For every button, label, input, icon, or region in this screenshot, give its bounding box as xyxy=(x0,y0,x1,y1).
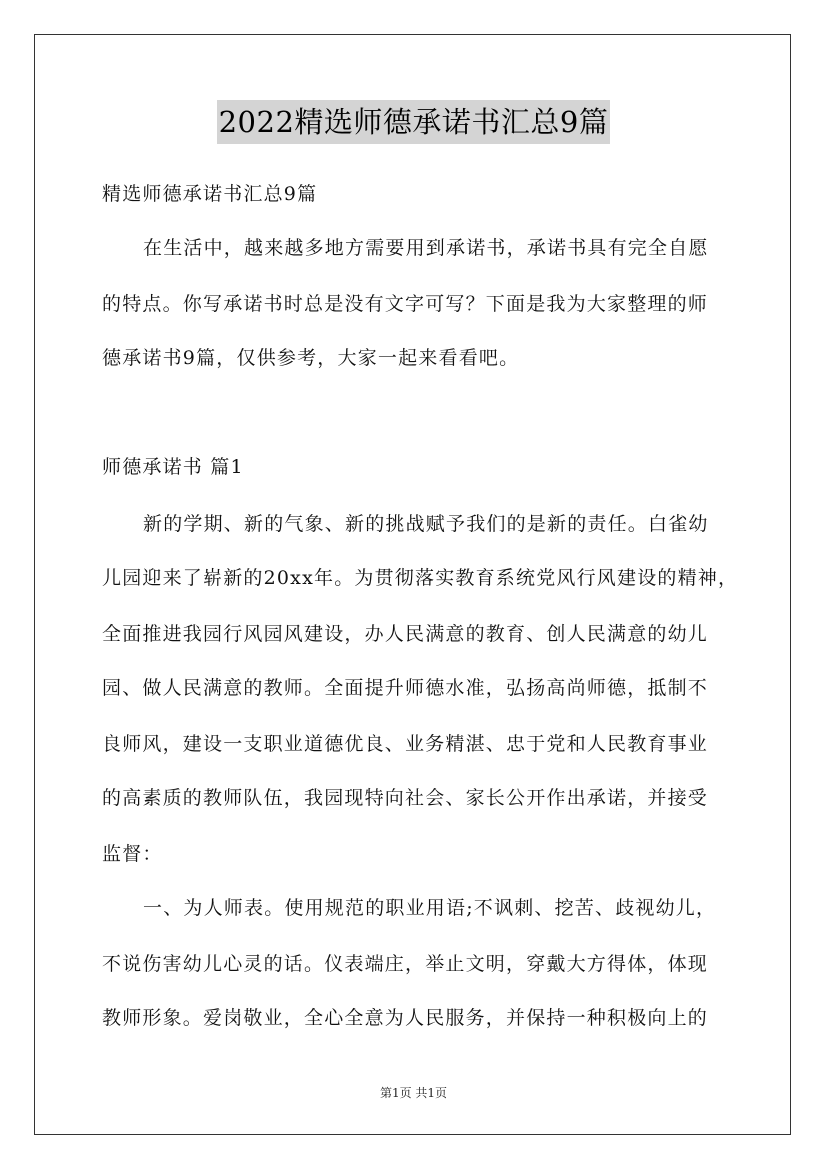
paragraph-line: 德承诺书9篇，仅供参考，大家一起来看看吧。 xyxy=(102,347,520,369)
document-title: 2022精选师德承诺书汇总9篇 xyxy=(217,100,611,144)
paragraph-line: 在生活中，越来越多地方需要用到承诺书，承诺书具有完全自愿 xyxy=(143,237,709,259)
paragraph-line: 良师风，建设一支职业道德优良、业务精湛、忠于党和人民教育事业 xyxy=(102,733,709,755)
paragraph-line: 一、为人师表。使用规范的职业用语;不讽刺、挖苦、歧视幼儿， xyxy=(143,897,717,919)
subtitle-line: 精选师德承诺书汇总9篇 xyxy=(102,183,318,205)
paragraph-line: 的特点。你写承诺书时总是没有文字可写？下面是我为大家整理的师 xyxy=(102,293,709,315)
title-container xyxy=(0,100,827,144)
page-footer: 第1页 共1页 xyxy=(379,1086,448,1100)
paragraph-line: 教师形象。爱岗敬业，全心全意为人民服务，并保持一种积极向上的 xyxy=(102,1007,709,1029)
paragraph-line: 不说伤害幼儿心灵的话。仪表端庄，举止文明，穿戴大方得体，体现 xyxy=(102,953,709,975)
paragraph-line: 的高素质的教师队伍，我园现特向社会、家长公开作出承诺，并接受 xyxy=(102,787,709,809)
paragraph-line: 全面推进我园行风园风建设，办人民满意的教育、创人民满意的幼儿 xyxy=(102,623,709,645)
paragraph-line: 新的学期、新的气象、新的挑战赋予我们的是新的责任。白雀幼 xyxy=(143,513,709,535)
paragraph-line: 儿园迎来了崭新的20xx年。为贯彻落实教育系统党风行风建设的精神， xyxy=(102,567,739,589)
paragraph-line: 园、做人民满意的教师。全面提升师德水准，弘扬高尚师德，抵制不 xyxy=(102,677,709,699)
paragraph-line: 监督： xyxy=(102,843,163,865)
section-heading: 师德承诺书 篇1 xyxy=(102,456,244,478)
